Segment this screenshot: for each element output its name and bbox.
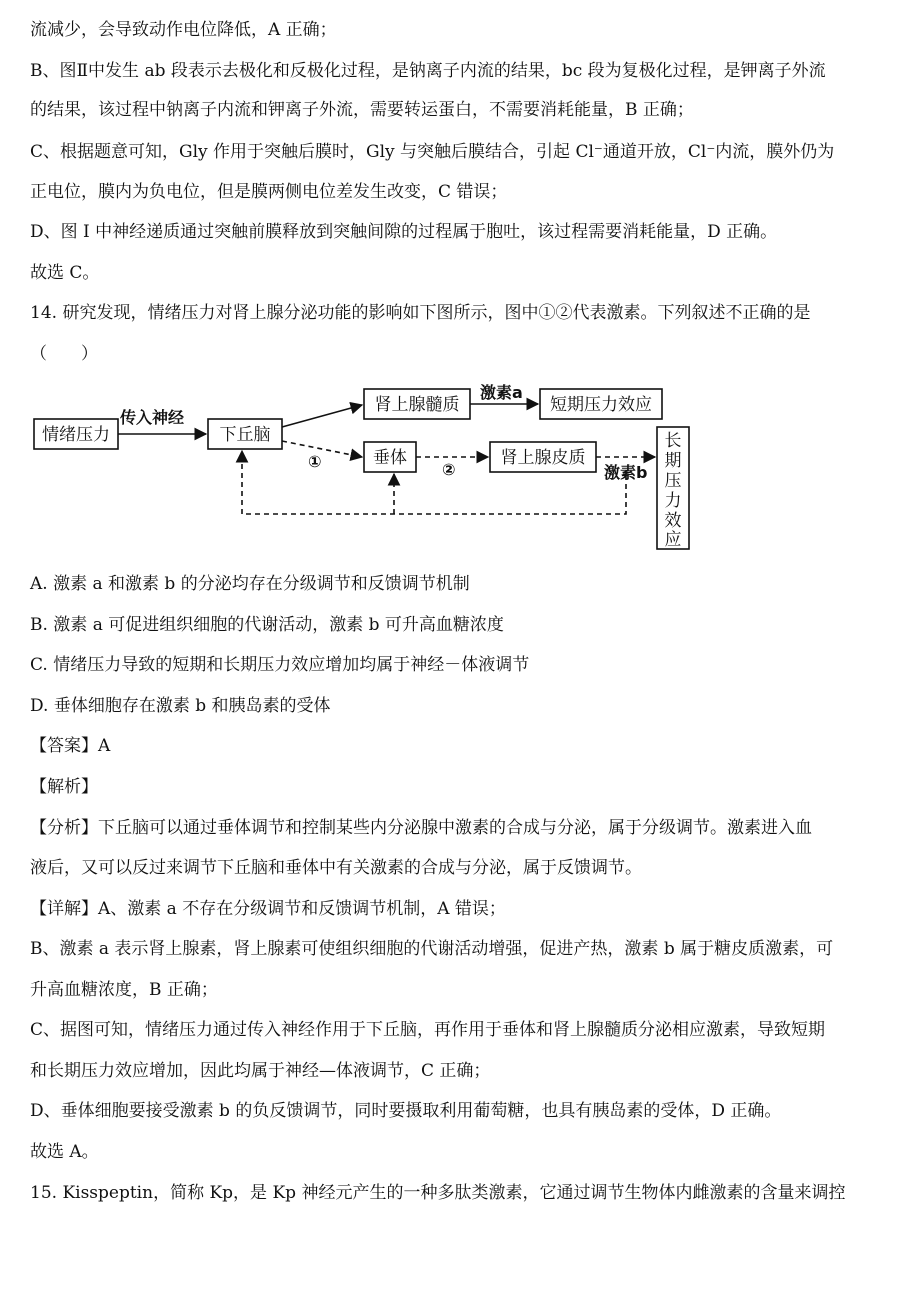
box-long-term-effect bbox=[657, 427, 689, 550]
box-emotional-stress bbox=[34, 419, 118, 449]
label-hormone-b: 激素b bbox=[604, 463, 648, 482]
option-d: D. 垂体细胞存在激素 b 和胰岛素的受体 bbox=[30, 696, 331, 716]
answer: 【答案】A bbox=[30, 736, 111, 756]
text-line: 液后，又可以反过来调节下丘脑和垂体中有关激素的合成与分泌，属于反馈调节。 bbox=[30, 858, 642, 878]
svg-text:力: 力 bbox=[664, 491, 682, 511]
box-adrenal-medulla bbox=[364, 389, 470, 419]
box-adrenal-cortex bbox=[490, 442, 596, 472]
svg-text:肾上腺皮质: 肾上腺皮质 bbox=[500, 448, 586, 468]
text-line: B、图Ⅱ中发生 ab 段表示去极化和反极化过程，是钠离子内流的结果，bc 段为复极化过程，是钾离子外流 bbox=[30, 61, 826, 81]
marker-1: ① bbox=[308, 452, 322, 471]
svg-text:情绪压力: 情绪压力 bbox=[42, 425, 110, 445]
text-line: C、根据题意可知，Gly 作用于突触后膜时，Gly 与突触后膜结合，引起 Cl⁻通道开放，Cl⁻内流，膜外仍为 bbox=[30, 142, 835, 162]
question-14-blank: （ ） bbox=[30, 344, 98, 364]
text-line: 故选 C。 bbox=[30, 263, 100, 283]
stress-regulation-diagram bbox=[30, 383, 710, 553]
svg-text:垂体: 垂体 bbox=[373, 448, 407, 468]
box-short-term-effect bbox=[540, 389, 662, 419]
arrow-to-medulla bbox=[282, 405, 362, 427]
text-line: 【详解】A、激素 a 不存在分级调节和反馈调节机制，A 错误； bbox=[30, 899, 506, 919]
text-line: 故选 A。 bbox=[30, 1142, 99, 1162]
text-line: 【分析】下丘脑可以通过垂体调节和控制某些内分泌腺中激素的合成与分泌，属于分级调节。激素进入血 bbox=[30, 818, 812, 838]
option-a: A. 激素 a 和激素 b 的分泌均存在分级调节和反馈调节机制 bbox=[30, 574, 470, 594]
text-line: D、垂体细胞要接受激素 b 的负反馈调节，同时要摄取利用葡萄糖，也具有胰岛素的受体，D 正确。 bbox=[30, 1101, 782, 1121]
svg-text:效: 效 bbox=[664, 511, 682, 531]
box-pituitary bbox=[364, 442, 416, 472]
svg-text:肾上腺髓质: 肾上腺髓质 bbox=[374, 395, 460, 415]
svg-text:下丘脑: 下丘脑 bbox=[219, 425, 271, 445]
question-15-stem: 15. Kisspeptin，简称 Kp，是 Kp 神经元产生的一种多肽类激素，它通过调节生物体内雌激素的含量来调控 bbox=[30, 1183, 846, 1203]
text-line: 和长期压力效应增加，因此均属于神经—体液调节，C 正确； bbox=[30, 1061, 491, 1081]
svg-text:短期压力效应: 短期压力效应 bbox=[550, 395, 652, 415]
text-line: 流减少，会导致动作电位降低，A 正确； bbox=[30, 20, 337, 40]
svg-text:长: 长 bbox=[664, 431, 682, 451]
marker-2: ② bbox=[442, 460, 456, 479]
svg-text:应: 应 bbox=[664, 530, 682, 550]
text-line: D、图 I 中神经递质通过突触前膜释放到突触间隙的过程属于胞吐，该过程需要消耗能量，D 正确。 bbox=[30, 222, 778, 242]
arrow-hormone-1 bbox=[282, 441, 362, 457]
text-line: C、据图可知，情绪压力通过传入神经作用于下丘脑，再作用于垂体和肾上腺髓质分泌相应激素，导致短期 bbox=[30, 1020, 826, 1040]
text-line: B、激素 a 表示肾上腺素，肾上腺素可使组织细胞的代谢活动增强，促进产热，激素 b 属于糖皮质激素，可 bbox=[30, 939, 834, 959]
text-line: 正电位，膜内为负电位，但是膜两侧电位差发生改变，C 错误； bbox=[30, 182, 508, 202]
analysis-header: 【解析】 bbox=[30, 777, 98, 797]
question-14-stem: 14. 研究发现，情绪压力对肾上腺分泌功能的影响如下图所示，图中①②代表激素。下列叙述不正确的是 bbox=[30, 303, 811, 323]
option-c: C. 情绪压力导致的短期和长期压力效应增加均属于神经－体液调节 bbox=[30, 655, 530, 675]
feedback-line bbox=[242, 475, 626, 514]
svg-text:期: 期 bbox=[664, 451, 682, 471]
svg-text:压: 压 bbox=[664, 471, 682, 491]
text-line: 升高血糖浓度，B 正确； bbox=[30, 980, 218, 1000]
label-hormone-a: 激素a bbox=[480, 383, 523, 402]
box-hypothalamus bbox=[208, 419, 282, 449]
option-b: B. 激素 a 可促进组织细胞的代谢活动，激素 b 可升高血糖浓度 bbox=[30, 615, 504, 635]
text-line: 的结果，该过程中钠离子内流和钾离子外流，需要转运蛋白，不需要消耗能量，B 正确； bbox=[30, 100, 694, 120]
label-afferent-nerve: 传入神经 bbox=[120, 408, 185, 427]
